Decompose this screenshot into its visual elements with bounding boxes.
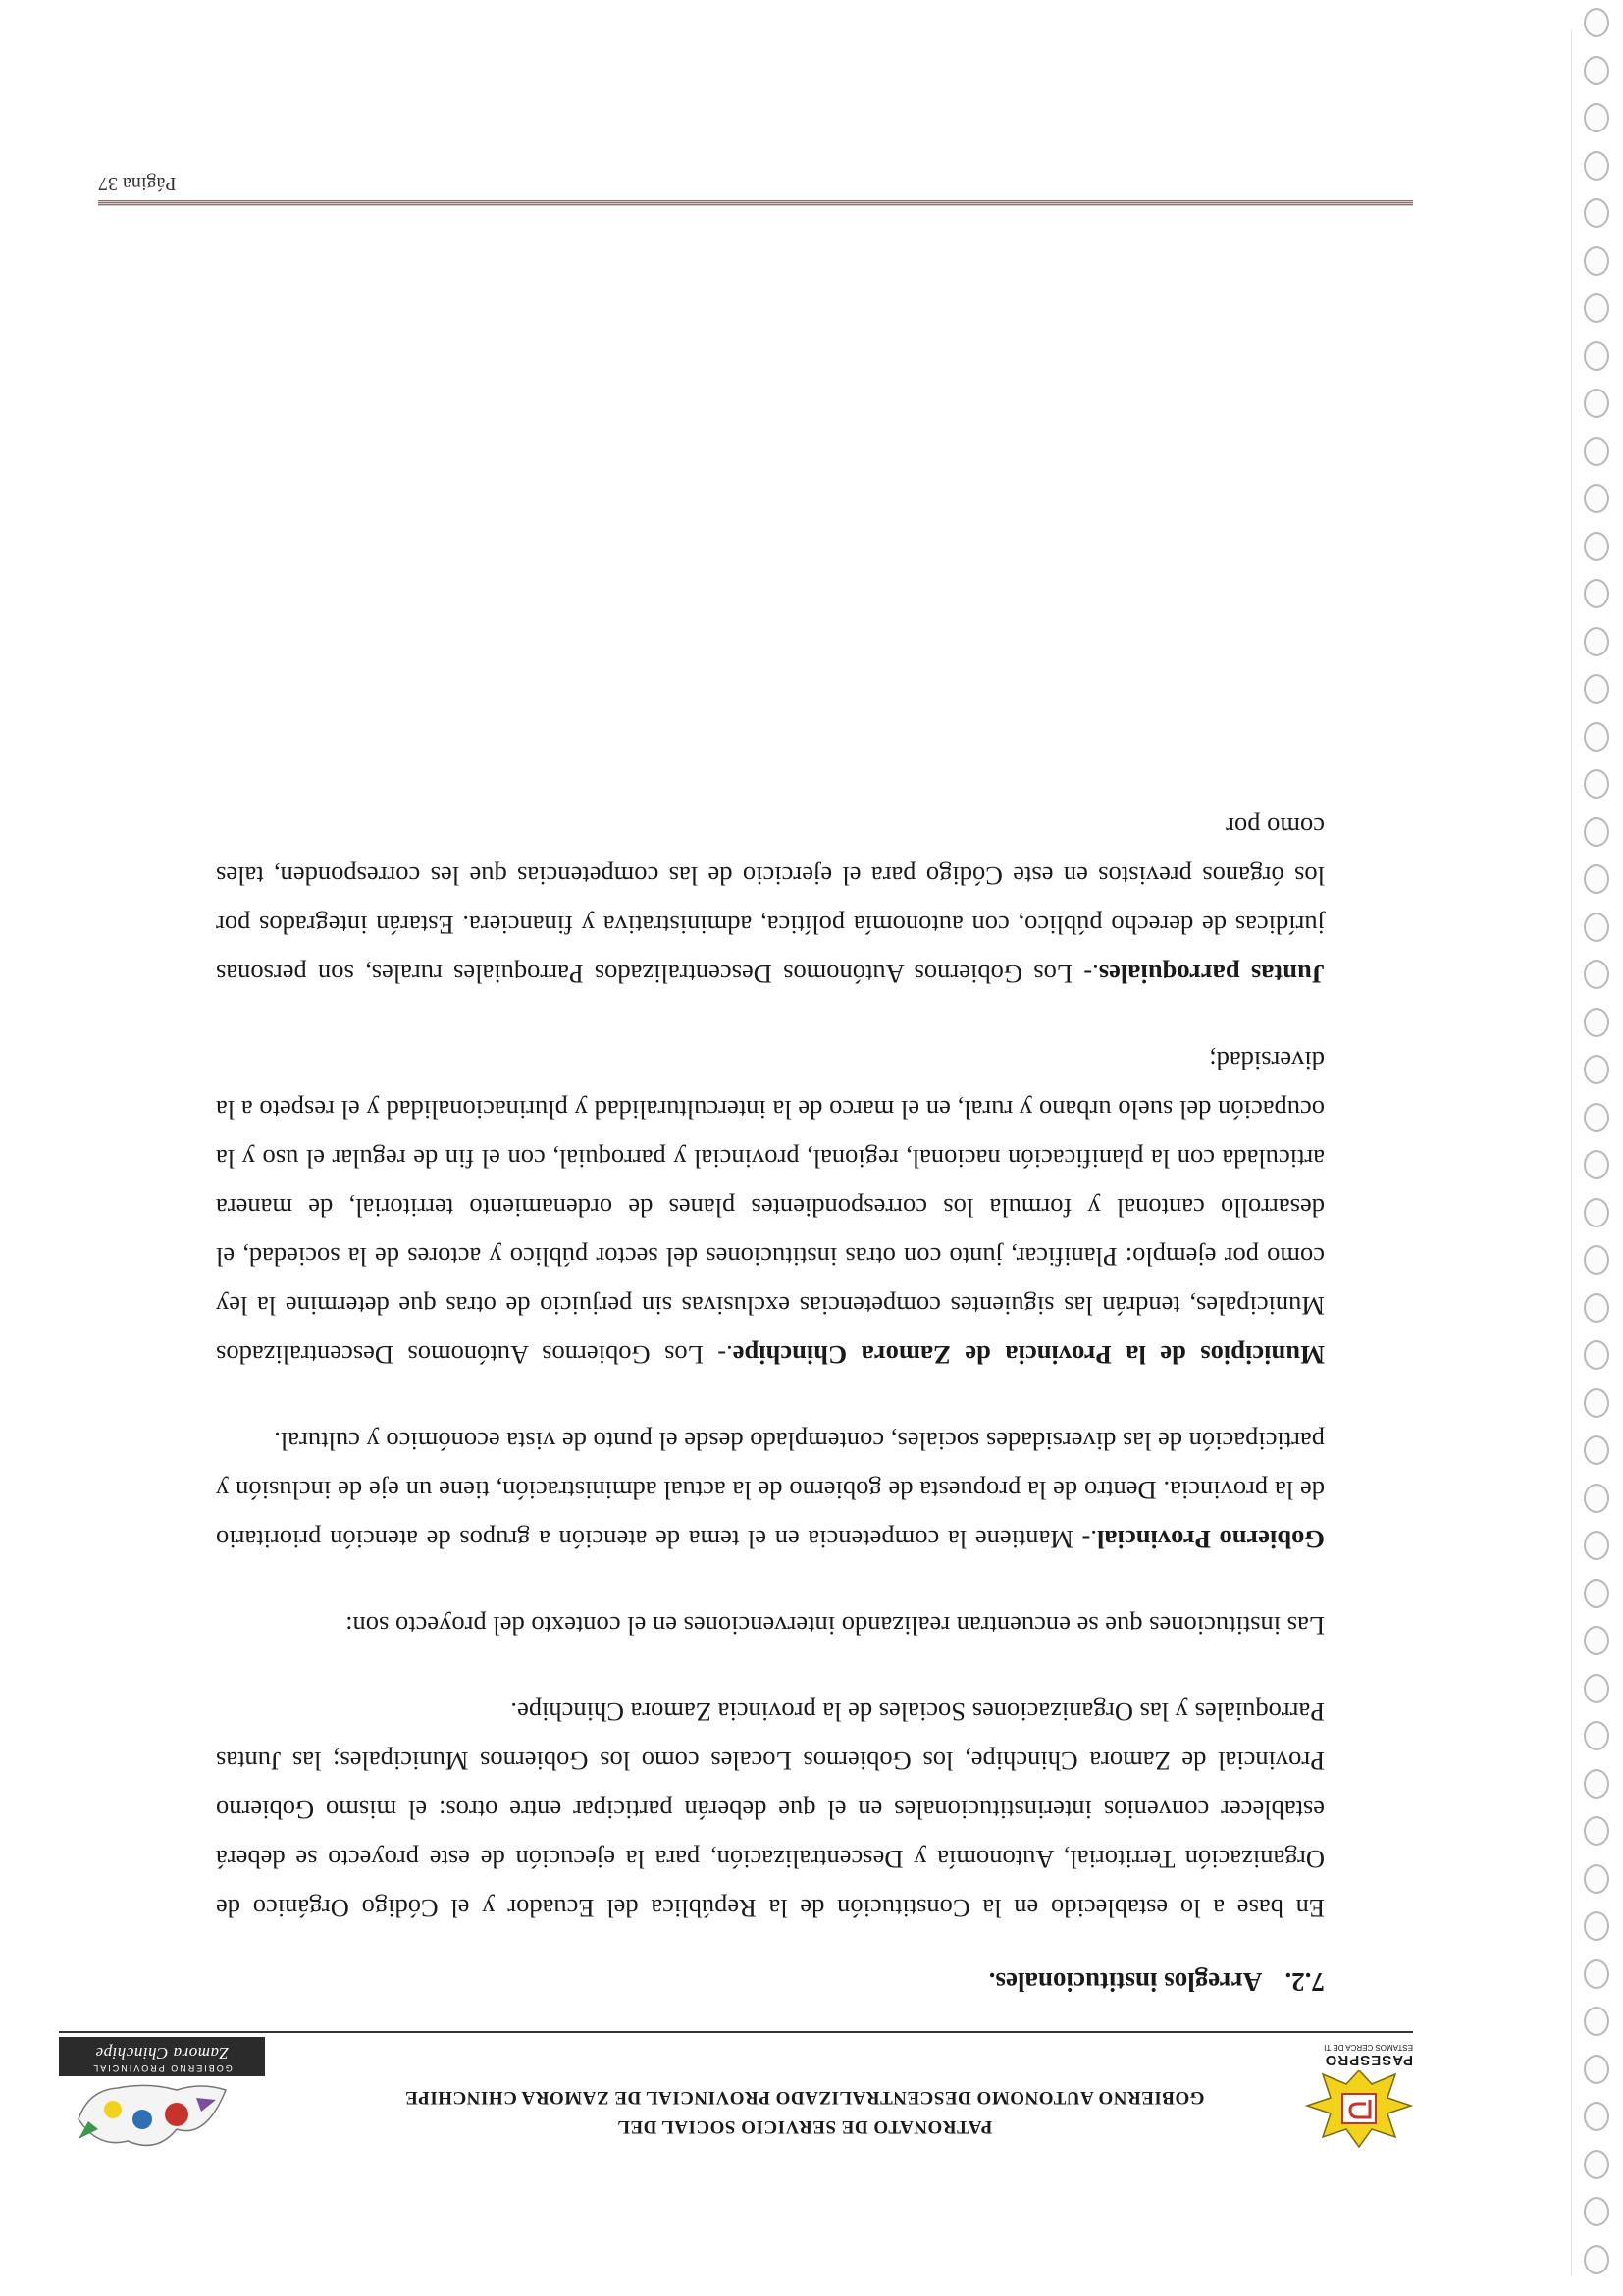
binding-hole (1584, 2150, 1609, 2179)
institution-title-line1: PATRONATO DE SERVICIO SOCIAL DEL (616, 2116, 993, 2137)
spiral-binding (1564, 0, 1623, 2296)
gov-label-name: Zamora Chinchipe (95, 2044, 229, 2062)
binding-hole (1584, 1245, 1609, 1275)
binding-hole (1584, 1674, 1609, 1703)
binding-hole (1584, 674, 1609, 704)
binding-hole (1584, 103, 1609, 132)
binding-hole (1584, 2055, 1609, 2084)
binding-hole (1584, 484, 1609, 513)
paragraph-text: .- Los Gobiernos Autónomos Descentralizados Municipales, tendrán las siguientes competencias exclusivas sin perjuicio de otras que determine la ley como por ejemplo: Planificar, junto con otras instituciones del sector público y actores de la sociedad, el desarrollo cantonal y formula los correspondientes planes de ordenamiento territorial, de manera articulada con la planificación nacional, regional, provincial y parroquial, con el fin de regular el uso y la ocupación del suelo urbano y rural, en el marco de la interculturalidad y plurinacionalidad y el respeto a la diversidad; (216, 1046, 1325, 1370)
page-number: Página 37 (98, 173, 177, 194)
binding-hole (1584, 1531, 1609, 1560)
province-map-icon (69, 2080, 236, 2159)
paragraph-text: .- Los Gobiernos Autónomos Descentralizados Parroquiales rurales, son personas jurídicas de derecho público, con autonomía política, administrativa y financiera. Estarán integrados por los órganos previstos en este Código para el ejercicio de las competencias que les corresponden, tales como por (216, 812, 1325, 989)
provincial-government-label (59, 2037, 265, 2076)
binding-hole (1584, 198, 1609, 228)
binding-hole (1584, 2007, 1609, 2036)
binding-hole (1584, 1911, 1609, 1941)
footer-divider (98, 200, 1413, 206)
institution-title-line2: GOBIERNO AUTONOMO DESCENTRALIZADO PROVINCIAL DE ZAMORA CHINCHIPE (404, 2087, 1205, 2108)
section-heading (216, 1962, 1325, 2002)
binding-hole (1584, 960, 1609, 989)
binding-hole (1584, 1864, 1609, 1894)
binding-hole (1584, 532, 1609, 561)
paragraph-lead: Municipios de la Provincia de Zamora Chinchipe (732, 1340, 1325, 1370)
pasespro-logo (1305, 2070, 1413, 2149)
page-footer (59, 147, 1413, 206)
binding-hole (1584, 864, 1609, 894)
paragraph-text: .- Mantiene la competencia en el tema de atención a grupos de atención prioritario de la provincia. Dentro de la propuesta de gobierno de la actual administración, tiene un eje de inclusión y participación de las diversidades sociales, contemplado desde el punto de vista económico y cultural. (216, 1427, 1325, 1554)
binding-hole (1584, 1435, 1609, 1465)
header-divider (59, 2031, 1413, 2033)
binding-hole (1584, 2102, 1609, 2131)
binding-hole (1584, 1959, 1609, 1989)
binding-hole (1584, 8, 1609, 37)
binding-hole (1584, 341, 1609, 371)
body-text (216, 765, 1325, 2002)
binding-hole (1584, 579, 1609, 608)
binding-hole (1584, 437, 1609, 466)
binding-hole (1584, 1579, 1609, 1608)
page-edge (1571, 29, 1572, 2276)
paragraph (216, 1601, 1325, 1650)
binding-hole (1584, 1721, 1609, 1750)
binding-hole (1584, 1388, 1609, 1418)
paragraph-lead: Gobierno Provincial (1097, 1525, 1325, 1554)
paragraph (216, 803, 1325, 999)
binding-hole (1584, 1293, 1609, 1323)
provincial-government-logo (59, 2041, 324, 2159)
binding-hole (1584, 246, 1609, 276)
binding-hole (1584, 293, 1609, 323)
binding-hole (1584, 151, 1609, 181)
binding-hole (1584, 1484, 1609, 1513)
binding-hole (1584, 722, 1609, 752)
binding-hole (1584, 2197, 1609, 2226)
binding-hole (1584, 769, 1609, 799)
logo-text (1266, 2043, 1413, 2068)
logo-name: PASESPRO (1324, 2052, 1413, 2068)
binding-hole (1584, 1055, 1609, 1084)
section-title: Arreglos institucionales. (988, 1967, 1263, 1997)
binding-hole (1584, 627, 1609, 656)
paragraph (216, 1417, 1325, 1564)
logo-tagline: ESTAMOS CERCA DE TI (1324, 2043, 1413, 2052)
document-page (59, 147, 1413, 2159)
binding-hole (1584, 1150, 1609, 1179)
binding-hole (1584, 913, 1609, 942)
paragraph-text: En base a lo establecido en la Constitución de la República del Ecuador y el Código Orgánico de Organización Territorial, Autonomía y Descentralización, para la ejecución de este proyecto se deberá establecer convenios interinstitucionales en el que deberán participar entre otros: el mismo Gobierno Provincial de Zamora Chinchipe, los Gobiernos Locales como los Gobiernos Municipales; las Juntas Parroquiales y las Organizaciones Sociales de la provincia Zamora Chinchipe. (216, 1697, 1325, 1923)
binding-hole (1584, 389, 1609, 418)
binding-hole (1584, 1340, 1609, 1370)
binding-hole (1584, 2245, 1609, 2274)
binding-hole (1584, 817, 1609, 847)
binding-hole (1584, 56, 1609, 85)
paragraph (216, 1036, 1325, 1380)
binding-hole (1584, 1816, 1609, 1846)
institution-title (343, 2082, 1266, 2141)
letterhead (59, 2031, 1413, 2159)
section-number: 7.2. (1284, 1967, 1325, 1997)
binding-hole (1584, 1103, 1609, 1132)
gov-label-top: GOBIERNO PROVINCIAL (91, 2063, 233, 2073)
paragraph-lead: Juntas parroquiales (1098, 960, 1325, 989)
paragraph-text: Las instituciones que se encuentran realizando intervenciones en el contexto del proyecto son: (345, 1611, 1325, 1641)
paragraph (216, 1688, 1325, 1933)
binding-hole (1584, 1198, 1609, 1227)
binding-hole (1584, 1769, 1609, 1799)
binding-hole (1584, 1626, 1609, 1655)
binding-hole (1584, 1008, 1609, 1037)
